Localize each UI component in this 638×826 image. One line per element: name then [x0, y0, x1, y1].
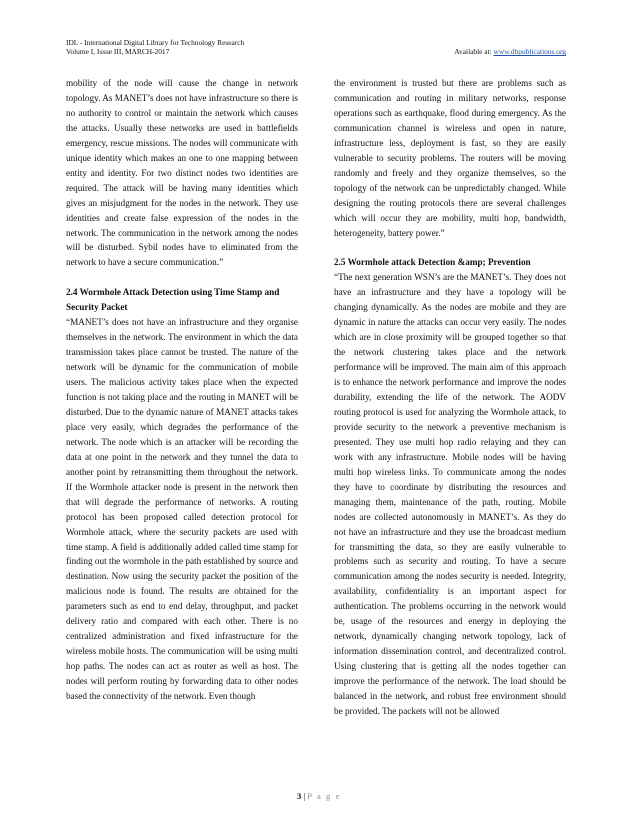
- publisher-link[interactable]: www.dbpublications.org: [493, 47, 566, 57]
- page-header: [66, 38, 566, 57]
- availability: [454, 47, 566, 56]
- section-heading-2-5: 2.5 Wormhole attack Detection &amp; Prevention: [334, 257, 531, 268]
- journal-name: IDL - International Digital Library for Technology Research: [66, 38, 245, 47]
- header-second-line: [66, 47, 566, 56]
- available-label: Available at:: [454, 47, 492, 57]
- right-paragraph-1: the environment is trusted but there are problems such as communication and routing in military networks, response operations such as earthquake, flood during emergency. As the communication channel is wireless and open in nature, infrastructure less, deployment is fast, so they are easily vulnerable to security problems. The routers will be moving randomly and freely and they organize themselves, so the topology of the network can be unpredictably changed. While designing the routing protocols there are several challenges which will occur they are mobility, multi hop, bandwidth, heterogeneity, battery power.”: [334, 78, 566, 238]
- footer-separator: |: [303, 791, 306, 801]
- issue-info: Volume I, Issue III, MARCH-2017: [66, 47, 170, 57]
- right-paragraph-2: “The next generation WSN’s are the MANET’s. They does not have an infrastructure and they have a topology will be changing dynamically. As the nodes are mobile and they are dynamic in nature the attacks can occur very easily. The nodes which are in close proximity will be grouped together so that the network clustering takes place and the network performance will be improved. The main aim of this approach is to enhance the network performance and improve the nodes durability, extending the life of the network. The AODV routing protocol is used for analyzing the Wormhole attack, to provide security to the network a preventive mechanism is presented. They use multi hop radio relaying and they can work with any infrastructure. Mobile nodes will be having multi hop wireless links. To communicate among the nodes they have to coordinate by distributing the resources and managing them, maintenance of the path, routing. Mobile nodes are collected autonomously in MANET’s. As they do not have an infrastructure and they use the broadcast medium for transmitting the data, so they are easily vulnerable to problems such as security and routing. To have a secure communication among the nodes security is needed. Integrity, availability, confidentiality is an important aspect for authentication. The problems occurring in the network would be, usage of the resources and energy in deploying the network, dynamically changing network topology, lack of information dissemination control, and decentralized control. Using clustering that is getting all the nodes together can improve the performance of the network. The load should be balanced in the network, and robust free environment should be provided. The packets will not be allowed: [334, 272, 566, 717]
- left-paragraph-2: “MANET’s does not have an infrastructure and they organise themselves in the network. The environment in which the data transmission takes place cannot be trusted. The nature of the network will be dynamic for the communication of mobile users. The malicious activity takes place when the expected function is not taking place and the routing in MANET will be disturbed. Due to the dynamic nature of MANET attacks takes place very easily, which degrades the performance of the network. The node which is an attacker will be recording the data at one point in the network and they tunnel the data to another point by retransmitting them throughout the network. If the Wormhole attacker node is present in the network then that will degrade the performance of networks. A routing protocol has been proposed called detection protocol for Wormhole attack, where the security packets are used with time stamp. A field is additionally added called time stamp for finding out the wormhole in the path established by source and destination. Now using the security packet the position of the malicious node is found. The results are obtained for the parameters such as end to end delay, throughput, and packet delivery ratio and compared with each other. There is no centralized administration and fixed infrastructure for the wireless mobile hosts. The communication will be using multi hop paths. The nodes can act as router as well as host. The nodes will perform routing by forwarding data to other nodes based the connectivity of the network. Even though: [66, 317, 298, 702]
- page-footer: [0, 791, 638, 801]
- section-heading-2-4: 2.4 Wormhole Attack Detection using Time Stamp and Security Packet: [66, 287, 280, 313]
- page-label: P a g e: [307, 791, 341, 801]
- page-number: 3: [297, 791, 302, 801]
- left-column: [66, 76, 298, 704]
- left-paragraph-1: mobility of the node will cause the change in network topology. As MANET’s does not have infrastructure so there is no authority to control or maintain the network which causes the attacks. Usually these networks are used in battlefields emergency, rescue missions. The nodes will communicate with unique identity which makes an one to one mapping between entity and identity. For two distinct nodes two identities are required. The attack will be having many identities which gives an misjudgment for the nodes in the network. They use identities and create false expression of the nodes in the network. The communication in the network among the nodes will be disturbed. Sybil nodes have to eliminated from the network to have a secure communication.”: [66, 78, 298, 268]
- right-column: [334, 76, 566, 719]
